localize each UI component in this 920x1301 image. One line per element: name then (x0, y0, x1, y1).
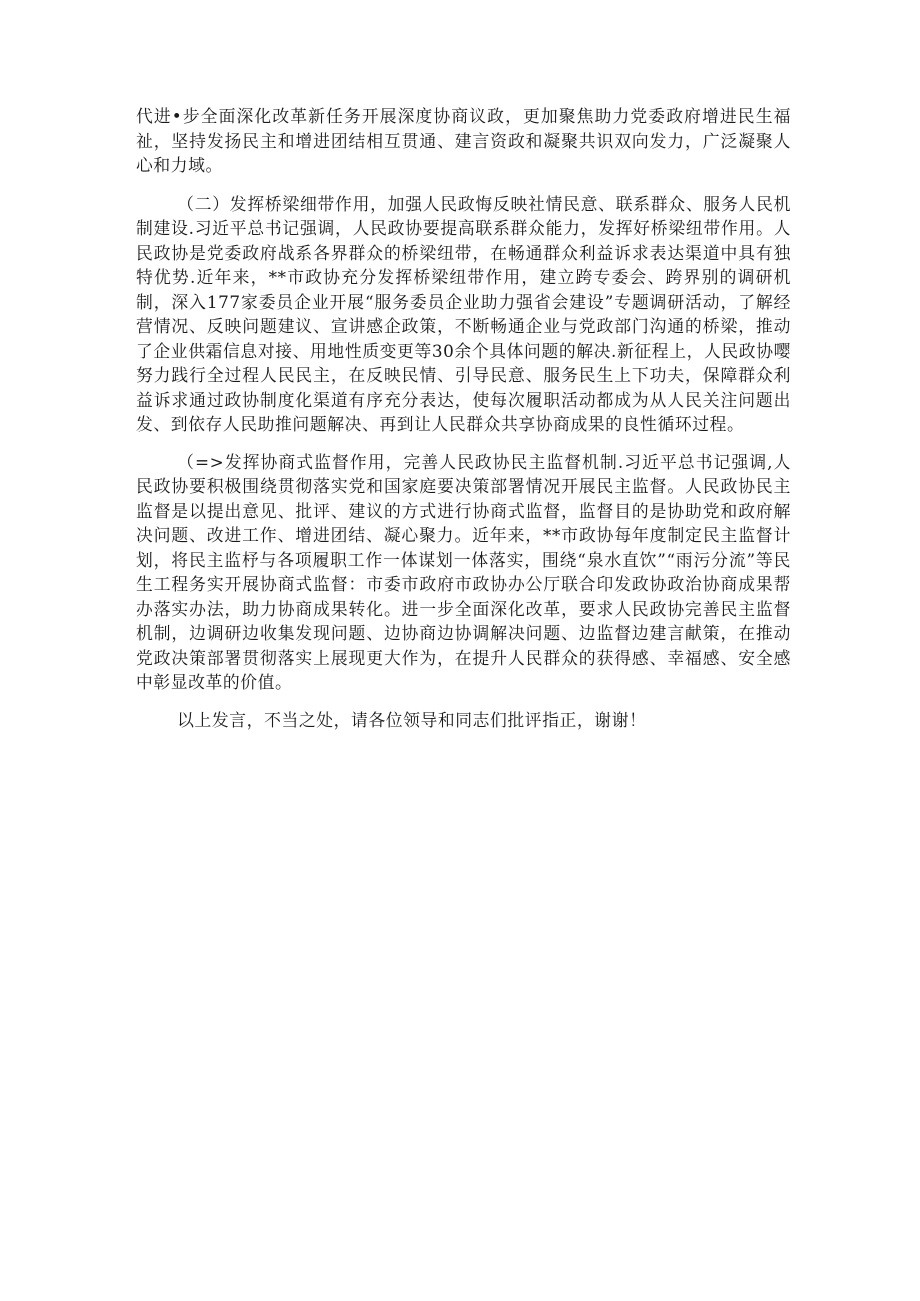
paragraph-spacer (136, 437, 791, 450)
paragraph-spacer (136, 178, 791, 192)
paragraph-spacer (136, 695, 791, 708)
paragraph-section-2: （二）发挥桥梁细带作用，加强人民政悔反映社情民意、联系群众、服务人民机制建设.习近平总书记强调，人民政协要提高联系群众能力，发挥好桥梁纽带作用。人民政协是党委政府战系各界群众的桥梁纽带，在畅通群众利益诉求表达渠道中具有独特优势.近年来，**市政协充分发挥桥梁纽带作用，建立跨专委会、跨界别的调研机制，深入177家委员企业开展“服务委员企业助力强省会建设”专题调研活动，了解经营情况、反映问题建议、宣讲感企政策，不断畅通企业与党政部门沟通的桥梁，推动了企业供霜信息对接、用地性质变更等30余个具体问题的解决.新征程上，人民政协嘤努力践行全过程人民民主，在反映民情、引导民意、服务民生上下功夫，保障群众利益诉求通过政协制度化渠道有序充分表达，使每次履职活动都成为从人民关注问题出发、到依存人民助推问题解决、再到让人民群众共享协商成果的良性循环过程。 (136, 193, 791, 434)
paragraph-section-3: （=>发挥协商式监督作用，完善人民政协民主监督机制.习近平总书记强调,人民政协要积极围绕贯彻落实党和国家庭要决策部署情况开展民主监督。人民政协民主监督是以提出意见、批评、建议的方式进行协商式监督，监督目的是协助党和政府解决问题、改进工作、增进团结、凝心聚力。近年来，**市政协每年度制定民主监督计划，将民主监杼与各项履职工作一体谋划一体落实，围绕“泉水直饮”“雨污分流”等民生工程务实开展协商式监督：市委市政府市政协办公厅联合印发政协政治协商成果帮办落实办法，助力协商成果转化。进一步全面深化改革，要求人民政协完善民主监督机制，边调研边收集发现问题、边协商边协调解决问题、边监督边建言献策，在推动党政决策部署贯彻落实上展现更大作为，在提升人民群众的获得感、幸福感、安全感中彰显改革的价值。 (136, 451, 791, 692)
paragraph-closing: 以上发言，不当之处，请各位领导和同志们批评指正，谢谢！ (177, 709, 647, 730)
paragraph-continuation: 代进•步全面深化改革新任务开展深度协商议政，更加聚焦助力党委政府增进民生福祉，坚持发扬民主和增进团结相互贯通、建言资政和凝聚共识双向发力，广泛凝聚人心和力域。 (136, 106, 791, 175)
document-body (136, 104, 791, 732)
